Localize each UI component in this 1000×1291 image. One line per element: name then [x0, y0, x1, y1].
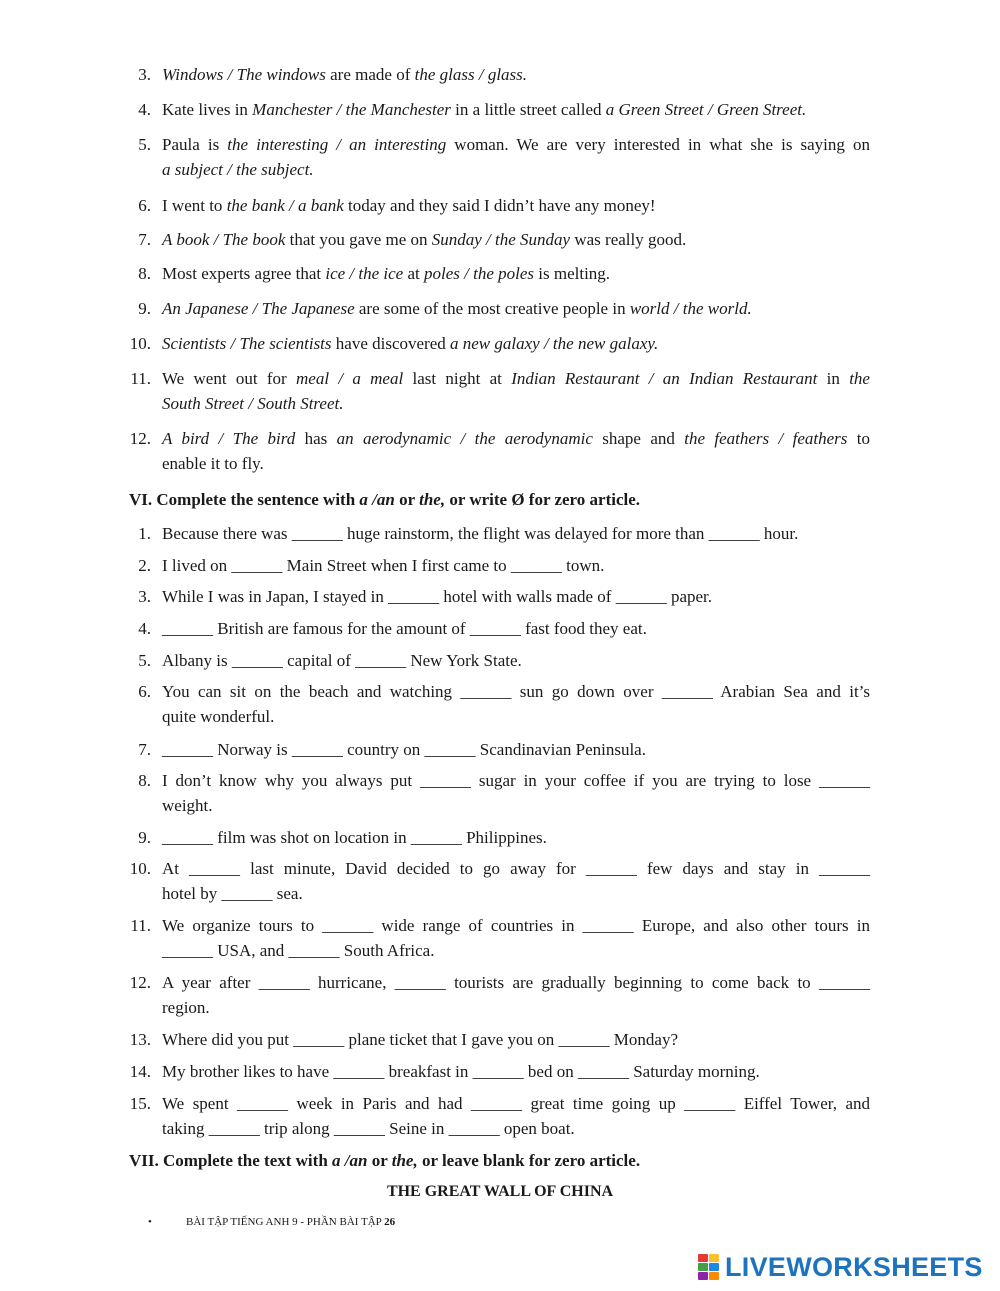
text-run: poles / the poles [424, 264, 535, 283]
sentence-line [162, 296, 870, 322]
text-run: or [367, 1151, 392, 1170]
gap-fill-line: A year after ______ hurricane, ______ tourists are gradually beginning to come back to ______ [162, 973, 870, 992]
text-run: Manchester / the Manchester [252, 100, 451, 119]
item-number: 9. [138, 299, 151, 318]
text-run: the interesting / an interesting [227, 135, 447, 154]
text-run: last night at [403, 369, 512, 388]
text-run: is melting. [534, 264, 611, 283]
item-number: 13. [129, 1030, 151, 1049]
text-title: THE GREAT WALL OF CHINA [386, 1183, 614, 1200]
gap-fill-line: My brother likes to have ______ breakfast in ______ bed on ______ Saturday morning. [162, 1062, 760, 1081]
item-number: 6. [138, 682, 151, 701]
sentence-line [162, 426, 870, 452]
text-run: woman. We are very interested in what she is saying on [446, 135, 870, 154]
text-run: Paula is [162, 135, 228, 154]
section-vi-heading [129, 487, 640, 513]
text-run: the feathers / feathers [684, 429, 848, 448]
gap-fill-line: hotel by ______ sea. [162, 884, 303, 903]
item-number: 8. [138, 771, 151, 790]
gap-fill-line: While I was in Japan, I stayed in ______ hotel with walls made of ______ paper. [162, 587, 713, 606]
item-number: 5. [138, 135, 151, 154]
text-run: the, [419, 490, 446, 509]
logo-block [698, 1263, 708, 1271]
text-run: or [394, 490, 420, 509]
gap-fill-line: weight. [162, 796, 213, 815]
sentence-line [162, 62, 870, 88]
text-run: Windows / The windows [162, 65, 326, 84]
item-number: 4. [138, 619, 151, 638]
text-run: South Street / South Street. [162, 394, 344, 413]
item-number: 10. [129, 334, 151, 353]
item-number: 14. [129, 1062, 151, 1081]
item-number: 10. [129, 859, 151, 878]
item-number: 8. [138, 264, 151, 283]
gap-fill-line: ______ Norway is ______ country on ______ Scandinavian Peninsula. [162, 740, 646, 759]
text-run: Most experts agree that [162, 264, 326, 283]
text-run: to [847, 429, 871, 448]
text-run: a subject / the subject. [162, 160, 314, 179]
logo-block [709, 1263, 719, 1271]
text-run: in [817, 369, 850, 388]
sentence-line [162, 391, 870, 417]
gap-fill-line: ______ film was shot on location in ______ Philippines. [162, 828, 547, 847]
sentence-line [162, 193, 870, 219]
item-number: 12. [129, 429, 151, 448]
logo-block [698, 1254, 708, 1262]
gap-fill-line: We spent ______ week in Paris and had ______ great time going up ______ Eiffel Tower, and [162, 1094, 870, 1113]
gap-fill-line: You can sit on the beach and watching ______ sun go down over ______ Arabian Sea and it’s [162, 682, 870, 701]
item-number: 2. [138, 556, 151, 575]
gap-fill-line: At ______ last minute, David decided to go away for ______ few days and stay in ______ [162, 859, 870, 878]
gap-fill-line: We organize tours to ______ wide range of countries in ______ Europe, and also other tours in [162, 916, 870, 935]
logo-blocks-icon [698, 1254, 719, 1280]
item-number: 5. [138, 651, 151, 670]
gap-fill-line: I lived on ______ Main Street when I first came to ______ town. [162, 556, 605, 575]
sentence-line [162, 97, 870, 123]
text-run: world / the world. [629, 299, 752, 318]
text-run: a /an [332, 1151, 368, 1170]
text-run: are some of the most creative people in [354, 299, 630, 318]
text-run: or leave blank for zero article. [417, 1151, 641, 1170]
sentence-line [162, 261, 870, 287]
text-run: I went to [162, 196, 227, 215]
text-run: the [849, 369, 870, 388]
text-run: Kate lives in [162, 100, 253, 119]
text-run: Sunday / the Sunday [431, 230, 571, 249]
gap-fill-line: I don’t know why you always put ______ sugar in your coffee if you are trying to lose ______ [162, 771, 870, 790]
text-run: a Green Street / Green Street. [605, 100, 807, 119]
item-number: 7. [138, 740, 151, 759]
text-run: was really good. [570, 230, 687, 249]
gap-fill-line: taking ______ trip along ______ Seine in ______ open boat. [162, 1119, 575, 1138]
sentence-line [162, 132, 870, 158]
section-vii-heading [129, 1148, 640, 1174]
text-run: a new galaxy / the new galaxy. [450, 334, 659, 353]
sentence-line [162, 331, 870, 357]
text-run: or write Ø for zero article. [445, 490, 641, 509]
bullet-icon: • [148, 1216, 152, 1228]
text-run: an aerodynamic / the aerodynamic [336, 429, 593, 448]
gap-fill-line: quite wonderful. [162, 707, 275, 726]
text-run: ice / the ice [325, 264, 404, 283]
logo-block [698, 1272, 708, 1280]
gap-fill-line: ______ USA, and ______ South Africa. [162, 941, 435, 960]
text-run: enable it to fly. [162, 454, 264, 473]
gap-fill-line: region. [162, 998, 210, 1017]
liveworksheets-logo[interactable] [698, 1252, 983, 1282]
item-number: 11. [130, 916, 151, 935]
logo-block [709, 1272, 719, 1280]
text-run: An Japanese / The Japanese [162, 299, 355, 318]
text-run: that you gave me on [285, 230, 432, 249]
item-number: 3. [138, 65, 151, 84]
footer-page-number: 26 [384, 1216, 396, 1228]
item-number: 12. [129, 973, 151, 992]
item-number: 7. [138, 230, 151, 249]
gap-fill-line: ______ British are famous for the amount of ______ fast food they eat. [162, 619, 647, 638]
text-run: A book / The book [162, 230, 286, 249]
text-run: VII. Complete the text with [129, 1151, 333, 1170]
text-run: the, [391, 1151, 418, 1170]
item-number: 1. [138, 524, 151, 543]
text-run: the bank / a bank [226, 196, 344, 215]
text-run: have discovered [331, 334, 451, 353]
text-run: A bird / The bird [162, 429, 296, 448]
footer [148, 1214, 395, 1230]
item-number: 4. [138, 100, 151, 119]
text-run: are made of [325, 65, 415, 84]
text-run: Scientists / The scientists [162, 334, 332, 353]
item-number: 6. [138, 196, 151, 215]
item-number: 15. [129, 1094, 151, 1113]
text-run: at [403, 264, 424, 283]
text-run: today and they said I didn’t have any money! [343, 196, 656, 215]
logo-text: LIVEWORKSHEETS [725, 1251, 983, 1282]
text-run: shape and [592, 429, 685, 448]
text-run: We went out for [162, 369, 296, 388]
logo-block [709, 1254, 719, 1262]
gap-fill-line: Albany is ______ capital of ______ New York State. [162, 651, 522, 670]
gap-fill-line: Because there was ______ huge rainstorm, the flight was delayed for more than ______ hour. [162, 524, 799, 543]
text-run: has [295, 429, 337, 448]
text-run: Indian Restaurant / an Indian Restaurant [511, 369, 818, 388]
sentence-line [162, 157, 870, 183]
text-run: in a little street called [450, 100, 606, 119]
sentence-line [162, 227, 870, 253]
item-number: 9. [138, 828, 151, 847]
gap-fill-line: Where did you put ______ plane ticket that I gave you on ______ Monday? [162, 1030, 679, 1049]
text-run: meal / a meal [296, 369, 404, 388]
text-run: the glass / glass. [414, 65, 528, 84]
sentence-line [162, 366, 870, 392]
item-number: 3. [138, 587, 151, 606]
text-run: VI. Complete the sentence with [129, 490, 360, 509]
text-run: a /an [359, 490, 395, 509]
sentence-line [162, 451, 870, 477]
footer-text: BÀI TẬP TIẾNG ANH 9 - PHẦN BÀI TẬP [186, 1216, 385, 1228]
item-number: 11. [130, 369, 151, 388]
